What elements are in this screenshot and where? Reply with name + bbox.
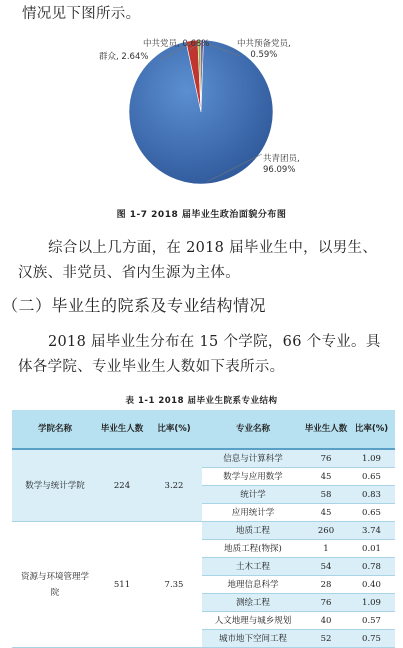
table-row xyxy=(12,522,395,540)
figure-caption: 图 1-7 2018 届毕业生政治面貌分布图 xyxy=(116,210,287,220)
major-ratio-cell: 0.57 xyxy=(348,612,395,630)
section-heading: （二）毕业生的院系及专业结构情况 xyxy=(2,296,267,315)
table-caption: 表 1-1 2018 届毕业生院系专业结构 xyxy=(125,396,278,406)
college-count-cell: 511 xyxy=(98,522,146,648)
major-count-cell: 52 xyxy=(304,630,348,648)
major-ratio-cell: 3.74 xyxy=(348,522,395,540)
major-count-cell: 45 xyxy=(304,504,348,522)
major-ratio-cell: 1.09 xyxy=(348,594,395,612)
intro-text: 情况见下图所示。 xyxy=(22,6,141,22)
major-name-cell: 人文地理与城乡规划 xyxy=(202,612,304,630)
major-ratio-cell: 0.01 xyxy=(348,540,395,558)
pie-label-league-member: 共青团员, 96.09% xyxy=(263,154,300,175)
header-major-name: 专业名称 xyxy=(202,410,304,449)
major-name-cell: 地理信息科学 xyxy=(202,576,304,594)
college-ratio-cell: 7.35 xyxy=(146,522,202,648)
major-count-cell: 58 xyxy=(304,486,348,504)
major-count-cell: 1 xyxy=(304,540,348,558)
major-ratio-cell: 0.65 xyxy=(348,504,395,522)
major-name-cell: 城市地下空间工程 xyxy=(202,630,304,648)
major-ratio-cell: 0.75 xyxy=(348,630,395,648)
pie-label-party-member: 中共党员, 0.68% xyxy=(143,39,210,49)
major-count-cell: 45 xyxy=(304,468,348,486)
table-header-row xyxy=(12,410,395,449)
major-count-cell: 28 xyxy=(304,576,348,594)
major-count-cell: 54 xyxy=(304,558,348,576)
header-college-count: 毕业生人数 xyxy=(98,410,146,449)
major-name-cell: 数学与应用数学 xyxy=(202,468,304,486)
college-name-cell: 数学与统计学院 xyxy=(12,449,98,522)
major-count-cell: 76 xyxy=(304,449,348,468)
summary-paragraph: 综合以上几方面，在 2018 届毕业生中，以男生、汉族、非党员、省内生源为主体。 xyxy=(18,240,378,281)
major-name-cell: 地质工程(物探) xyxy=(202,540,304,558)
header-college-ratio: 比率(%) xyxy=(146,410,202,449)
major-name-cell: 地质工程 xyxy=(202,522,304,540)
pie-chart-svg xyxy=(0,30,403,205)
major-name-cell: 土木工程 xyxy=(202,558,304,576)
major-ratio-cell: 0.40 xyxy=(348,576,395,594)
college-name-cell: 资源与环境管理学院 xyxy=(12,522,98,648)
header-major-count: 毕业生人数 xyxy=(304,410,348,449)
major-name-cell: 测绘工程 xyxy=(202,594,304,612)
college-major-table xyxy=(12,410,395,648)
major-count-cell: 76 xyxy=(304,594,348,612)
pie-label-masses: 群众, 2.64% xyxy=(99,52,149,62)
major-ratio-cell: 0.83 xyxy=(348,486,395,504)
college-ratio-cell: 3.22 xyxy=(146,449,202,522)
major-ratio-cell: 0.65 xyxy=(348,468,395,486)
major-name-cell: 统计学 xyxy=(202,486,304,504)
major-ratio-cell: 1.09 xyxy=(348,449,395,468)
major-name-cell: 信息与计算科学 xyxy=(202,449,304,468)
major-ratio-cell: 0.78 xyxy=(348,558,395,576)
political-status-pie-chart xyxy=(0,30,403,205)
major-name-cell: 应用统计学 xyxy=(202,504,304,522)
major-count-cell: 260 xyxy=(304,522,348,540)
college-count-cell: 224 xyxy=(98,449,146,522)
header-college-name: 学院名称 xyxy=(12,410,98,449)
table-row xyxy=(12,449,395,468)
header-major-ratio: 比率(%) xyxy=(348,410,395,449)
distribution-paragraph: 2018 届毕业生分布在 15 个学院，66 个专业。具体各学院、专业毕业生人数如下表所示。 xyxy=(18,334,381,375)
pie-label-probationary-member: 中共预备党员, 0.59% xyxy=(237,39,291,60)
major-count-cell: 40 xyxy=(304,612,348,630)
